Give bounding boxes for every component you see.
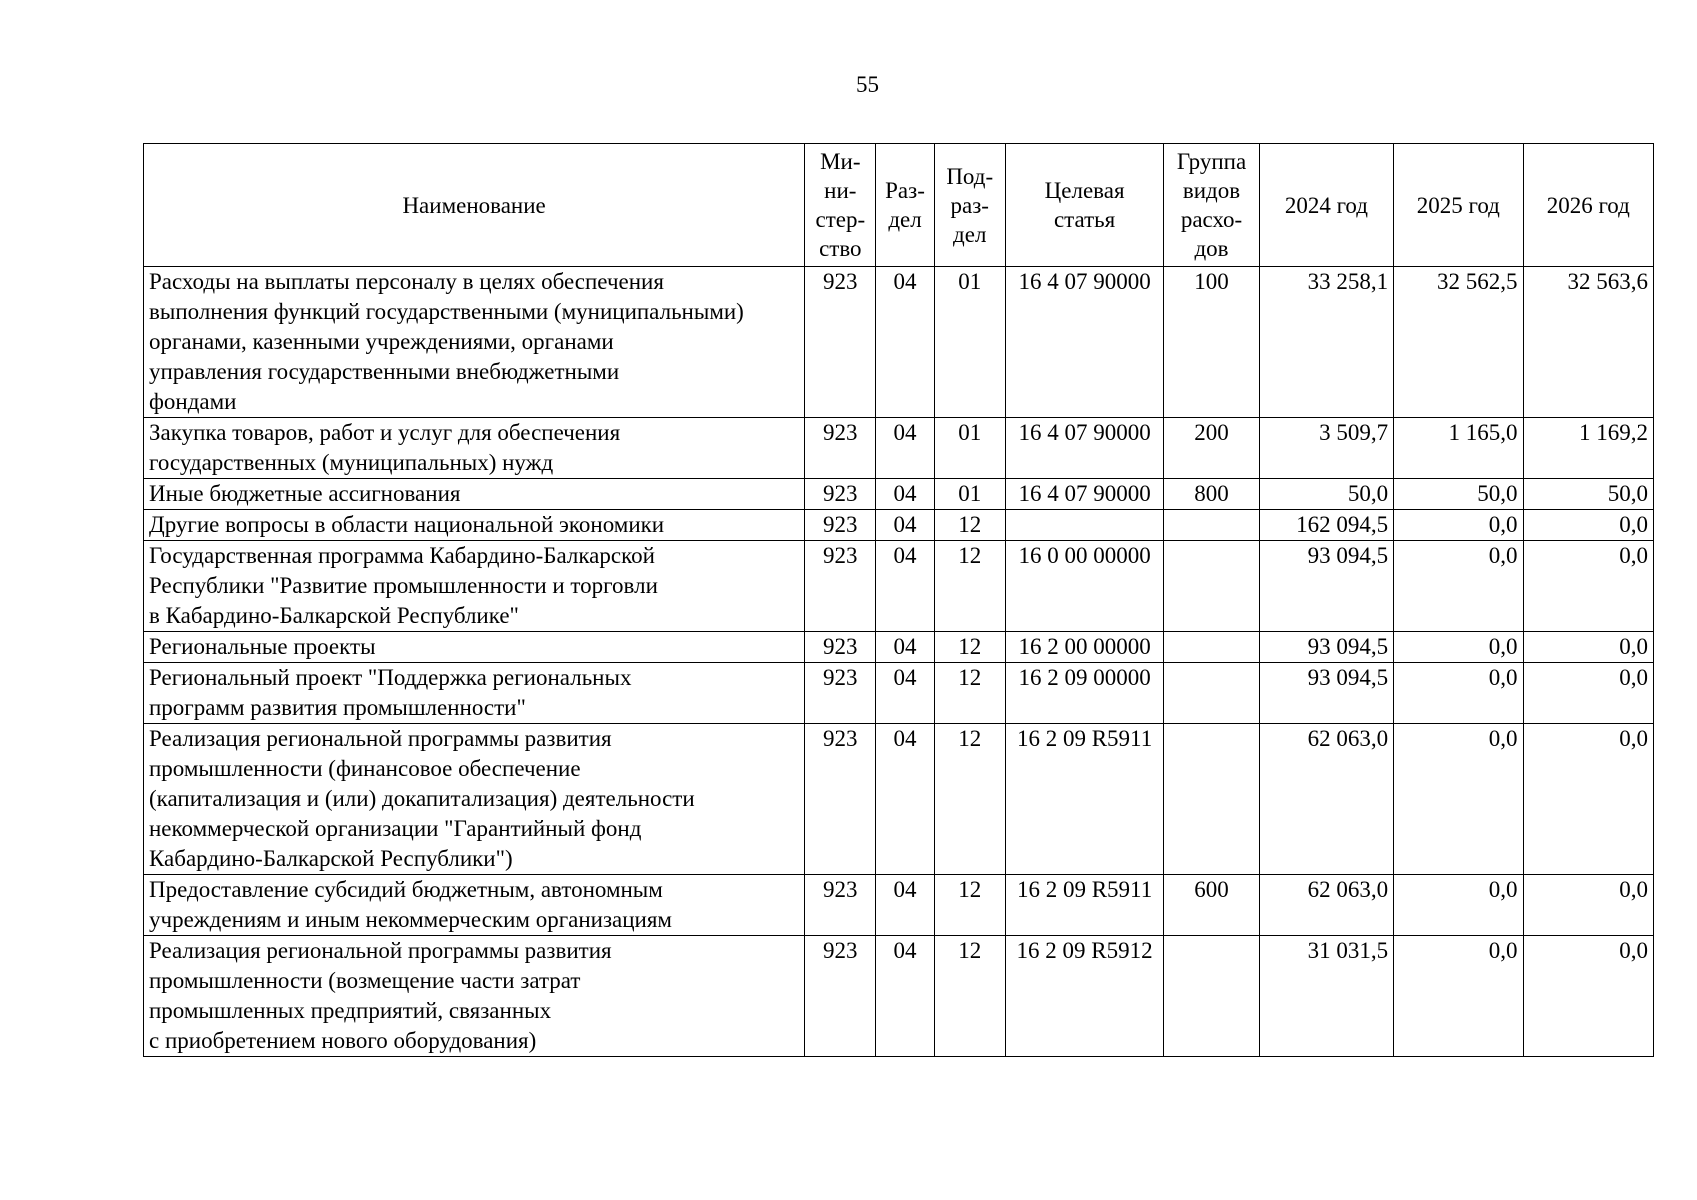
- row-2026: 0,0: [1523, 663, 1653, 724]
- row-2024: 93 094,5: [1259, 663, 1393, 724]
- row-2025: 1 165,0: [1394, 418, 1523, 479]
- row-2024: 50,0: [1259, 479, 1393, 510]
- row-ministry: 923: [805, 724, 876, 875]
- table-row: [144, 418, 1654, 479]
- row-2025: 32 562,5: [1394, 267, 1523, 418]
- row-2025: 0,0: [1394, 510, 1523, 541]
- row-target-article: 16 2 09 R5911: [1005, 724, 1164, 875]
- row-name: Закупка товаров, работ и услуг для обеспечения государственных (муниципальных) нужд: [144, 418, 805, 479]
- table-row: [144, 936, 1654, 1057]
- row-subsection: 12: [934, 510, 1005, 541]
- header-2024: 2024 год: [1259, 144, 1393, 267]
- row-2024: 62 063,0: [1259, 875, 1393, 936]
- row-subsection: 12: [934, 936, 1005, 1057]
- row-2026: 0,0: [1523, 632, 1653, 663]
- row-subsection: 12: [934, 724, 1005, 875]
- row-subsection: 01: [934, 418, 1005, 479]
- row-expense-group: 100: [1164, 267, 1259, 418]
- row-2025: 50,0: [1394, 479, 1523, 510]
- header-target-article: Целевая статья: [1005, 144, 1164, 267]
- page-number: 55: [856, 72, 879, 97]
- row-2026: 0,0: [1523, 724, 1653, 875]
- row-section: 04: [876, 724, 934, 875]
- header-2025: 2025 год: [1394, 144, 1523, 267]
- row-expense-group: 200: [1164, 418, 1259, 479]
- row-name: Другие вопросы в области национальной экономики: [144, 510, 805, 541]
- row-subsection: 12: [934, 541, 1005, 632]
- row-2026: 0,0: [1523, 936, 1653, 1057]
- header-2026: 2026 год: [1523, 144, 1653, 267]
- row-target-article: 16 2 09 R5912: [1005, 936, 1164, 1057]
- row-target-article: 16 2 00 00000: [1005, 632, 1164, 663]
- header-row: [144, 144, 1654, 267]
- row-ministry: 923: [805, 632, 876, 663]
- row-expense-group: [1164, 510, 1259, 541]
- row-target-article: 16 2 09 R5911: [1005, 875, 1164, 936]
- row-subsection: 12: [934, 663, 1005, 724]
- row-2025: 0,0: [1394, 541, 1523, 632]
- row-expense-group: [1164, 632, 1259, 663]
- row-target-article: 16 4 07 90000: [1005, 418, 1164, 479]
- row-expense-group: 600: [1164, 875, 1259, 936]
- row-2026: 32 563,6: [1523, 267, 1653, 418]
- table-row: [144, 632, 1654, 663]
- row-ministry: 923: [805, 875, 876, 936]
- row-2024: 3 509,7: [1259, 418, 1393, 479]
- row-2025: 0,0: [1394, 632, 1523, 663]
- row-2024: 33 258,1: [1259, 267, 1393, 418]
- row-subsection: 12: [934, 875, 1005, 936]
- row-ministry: 923: [805, 936, 876, 1057]
- row-2024: 93 094,5: [1259, 541, 1393, 632]
- row-expense-group: 800: [1164, 479, 1259, 510]
- row-ministry: 923: [805, 418, 876, 479]
- row-section: 04: [876, 663, 934, 724]
- row-section: 04: [876, 418, 934, 479]
- table-row: [144, 267, 1654, 418]
- row-section: 04: [876, 510, 934, 541]
- row-name: Реализация региональной программы развития промышленности (финансовое обеспечение (капитализация и (или) докапитализация) деятельности некоммерческой организации "Гарантийный фонд Кабардино-Балкарской Республики"): [144, 724, 805, 875]
- row-2024: 93 094,5: [1259, 632, 1393, 663]
- header-subsection: Под- раз- дел: [934, 144, 1005, 267]
- row-2026: 0,0: [1523, 875, 1653, 936]
- row-section: 04: [876, 479, 934, 510]
- row-2025: 0,0: [1394, 663, 1523, 724]
- row-name: Предоставление субсидий бюджетным, автономным учреждениям и иным некоммерческим организациям: [144, 875, 805, 936]
- row-target-article: [1005, 510, 1164, 541]
- row-expense-group: [1164, 541, 1259, 632]
- budget-table: [143, 143, 1654, 1057]
- row-2024: 62 063,0: [1259, 724, 1393, 875]
- row-2024: 162 094,5: [1259, 510, 1393, 541]
- row-target-article: 16 4 07 90000: [1005, 479, 1164, 510]
- row-2024: 31 031,5: [1259, 936, 1393, 1057]
- table-row: [144, 663, 1654, 724]
- row-section: 04: [876, 632, 934, 663]
- row-ministry: 923: [805, 663, 876, 724]
- header-ministry: Ми- ни- стер- ство: [805, 144, 876, 267]
- row-target-article: 16 0 00 00000: [1005, 541, 1164, 632]
- header-section: Раз- дел: [876, 144, 934, 267]
- row-2026: 50,0: [1523, 479, 1653, 510]
- table-row: [144, 510, 1654, 541]
- header-name: Наименование: [144, 144, 805, 267]
- row-target-article: 16 2 09 00000: [1005, 663, 1164, 724]
- row-2026: 1 169,2: [1523, 418, 1653, 479]
- row-section: 04: [876, 936, 934, 1057]
- row-ministry: 923: [805, 479, 876, 510]
- row-ministry: 923: [805, 510, 876, 541]
- row-section: 04: [876, 541, 934, 632]
- row-expense-group: [1164, 936, 1259, 1057]
- row-name: Реализация региональной программы развития промышленности (возмещение части затрат промышленных предприятий, связанных с приобретением нового оборудования): [144, 936, 805, 1057]
- row-subsection: 01: [934, 479, 1005, 510]
- row-name: Иные бюджетные ассигнования: [144, 479, 805, 510]
- row-2026: 0,0: [1523, 510, 1653, 541]
- row-name: Расходы на выплаты персоналу в целях обеспечения выполнения функций государственными (муниципальными) органами, казенными учреждениями, органами управления государственными внебюджетными фондами: [144, 267, 805, 418]
- table-row: [144, 724, 1654, 875]
- row-expense-group: [1164, 663, 1259, 724]
- row-name: Региональные проекты: [144, 632, 805, 663]
- table-row: [144, 875, 1654, 936]
- row-2025: 0,0: [1394, 936, 1523, 1057]
- table-row: [144, 479, 1654, 510]
- row-2025: 0,0: [1394, 724, 1523, 875]
- row-name: Региональный проект "Поддержка региональных программ развития промышленности": [144, 663, 805, 724]
- row-subsection: 12: [934, 632, 1005, 663]
- row-2026: 0,0: [1523, 541, 1653, 632]
- row-section: 04: [876, 875, 934, 936]
- row-subsection: 01: [934, 267, 1005, 418]
- table-row: [144, 541, 1654, 632]
- row-ministry: 923: [805, 541, 876, 632]
- row-name: Государственная программа Кабардино-Балкарской Республики "Развитие промышленности и торговли в Кабардино-Балкарской Республике": [144, 541, 805, 632]
- row-section: 04: [876, 267, 934, 418]
- row-ministry: 923: [805, 267, 876, 418]
- row-expense-group: [1164, 724, 1259, 875]
- header-expense-group: Группа видов расхо- дов: [1164, 144, 1259, 267]
- row-2025: 0,0: [1394, 875, 1523, 936]
- row-target-article: 16 4 07 90000: [1005, 267, 1164, 418]
